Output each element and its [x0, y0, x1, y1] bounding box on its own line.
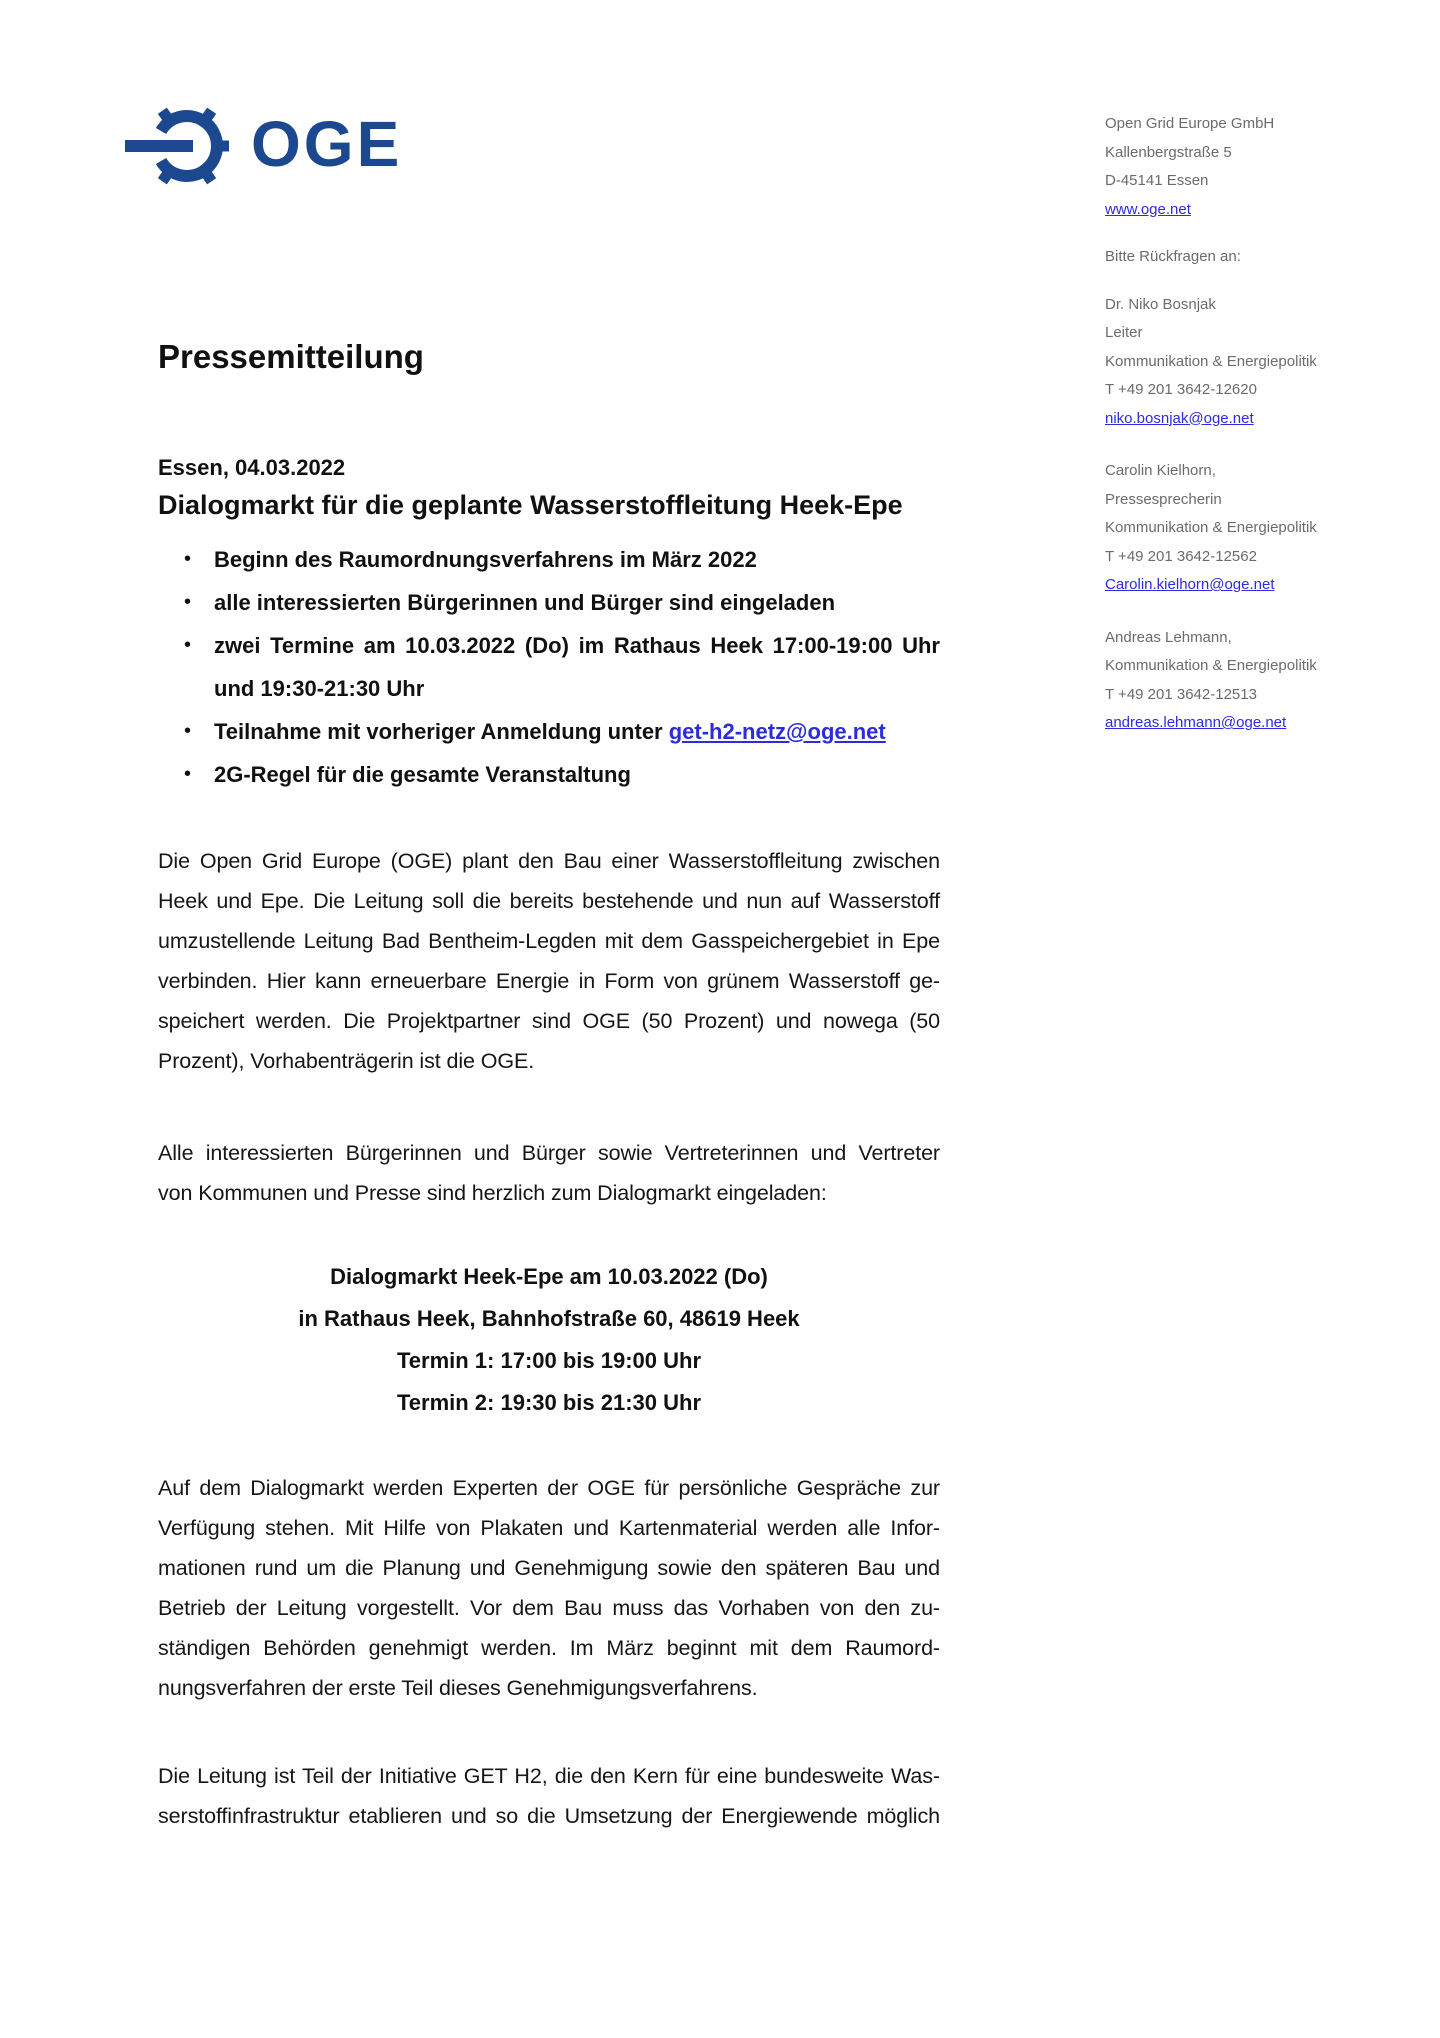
text-line: Alle interessierten Bürgerinnen und Bürger sowie Vertreterinnen und Vertreter	[158, 1141, 940, 1165]
text-line: Betrieb der Leitung vorgestellt. Vor dem Bau muss das Vorhaben von den zu-	[158, 1596, 940, 1620]
contact-detail-line: Kommunikation & Energiepolitik	[1105, 519, 1317, 536]
paragraph-project-intro	[158, 841, 940, 1081]
text-line: verbinden. Hier kann erneuerbare Energie in Form von grünem Wasserstoff ge-	[158, 969, 940, 993]
text-line: Prozent), Vorhabenträgerin ist die OGE.	[158, 1049, 535, 1073]
event-details-block	[158, 1256, 940, 1424]
contact-detail-line: T +49 201 3642-12562	[1105, 547, 1257, 565]
contact-details	[1105, 624, 1385, 710]
paragraph-invitation	[158, 1133, 940, 1213]
text-line: ständigen Behörden genehmigt werden. Im März beginnt mit dem Raumord-	[158, 1636, 940, 1660]
bullet-text: Beginn des Raumordnungsverfahrens im März 2022	[214, 547, 757, 572]
bullet-text: zwei Termine am 10.03.2022 (Do) im Rathaus Heek 17:00-19:00 Uhr	[214, 633, 940, 658]
company-city: D-45141 Essen	[1105, 172, 1209, 189]
contact-detail-line: Andreas Lehmann,	[1105, 628, 1232, 646]
company-website-link[interactable]: www.oge.net	[1105, 200, 1191, 218]
contact-block	[1105, 457, 1385, 600]
text-line: Die Open Grid Europe (OGE) plant den Bau einer Wasserstoffleitung zwischen	[158, 849, 940, 873]
dateline: Essen, 04.03.2022	[158, 455, 346, 480]
bullet-item	[158, 710, 940, 753]
contact-detail-line: Pressesprecherin	[1105, 490, 1222, 508]
inquiries-label: Bitte Rückfragen an:	[1105, 248, 1241, 265]
text-line: speichert werden. Die Projektpartner sind OGE (50 Prozent) und nowega (50	[158, 1009, 940, 1033]
contact-detail-line: Kommunikation & Energiepolitik	[1105, 352, 1317, 370]
bullet-marker-icon: •	[184, 763, 192, 785]
summary-bullet-list	[158, 538, 940, 796]
paragraph-dialog-market	[158, 1468, 940, 1708]
contact-sidebar	[1105, 110, 1385, 757]
contact-detail-line: T +49 201 3642-12513	[1105, 685, 1257, 703]
text-line: Die Leitung ist Teil der Initiative GET H2, die den Kern für eine bundesweite Was-	[158, 1764, 940, 1788]
event-detail-line: in Rathaus Heek, Bahnhofstraße 60, 48619 Heek	[298, 1306, 800, 1331]
bullet-text: und 19:30-21:30 Uhr	[214, 676, 425, 701]
bullet-marker-icon: •	[184, 548, 192, 570]
contact-detail-line: Kommunikation & Energiepolitik	[1105, 657, 1317, 674]
bullet-text: 2G-Regel für die gesamte Veranstaltung	[214, 762, 631, 787]
bullet-item	[158, 581, 940, 624]
event-detail-line: Termin 1: 17:00 bis 19:00 Uhr	[396, 1348, 702, 1373]
bullet-text: Teilnahme mit vorheriger Anmeldung unter	[214, 719, 669, 744]
contact-details	[1105, 457, 1385, 571]
oge-logo-wordmark: OGE	[251, 108, 403, 180]
bullet-item	[158, 538, 940, 581]
press-release-body	[158, 338, 940, 1836]
contact-email-link[interactable]: andreas.lehmann@oge.net	[1105, 714, 1287, 731]
text-line: von Kommunen und Presse sind herzlich zum Dialogmarkt eingeladen:	[158, 1181, 827, 1205]
contact-detail-line: Leiter	[1105, 324, 1143, 341]
event-detail-line: Dialogmarkt Heek-Epe am 10.03.2022 (Do)	[330, 1264, 768, 1289]
text-line: Verfügung stehen. Mit Hilfe von Plakaten und Kartenmaterial werden alle Infor-	[158, 1516, 940, 1540]
oge-logo-icon	[125, 100, 229, 192]
text-line: mationen rund um die Planung und Genehmigung sowie den späteren Bau und	[158, 1556, 940, 1580]
contact-detail-line: T +49 201 3642-12620	[1105, 381, 1257, 398]
contact-block	[1105, 291, 1385, 434]
company-address-block	[1105, 110, 1385, 224]
company-street: Kallenbergstraße 5	[1105, 143, 1232, 161]
inquiries-label-block	[1105, 243, 1385, 272]
text-line: nungsverfahren der erste Teil dieses Genehmigungsverfahrens.	[158, 1676, 758, 1700]
registration-email-link[interactable]: get-h2-netz@oge.net	[668, 719, 886, 744]
bullet-marker-icon: •	[184, 591, 192, 613]
bullet-item	[158, 624, 940, 710]
document-type-heading: Pressemitteilung	[158, 338, 424, 375]
event-detail-line: Termin 2: 19:30 bis 21:30 Uhr	[396, 1390, 702, 1415]
oge-logo	[125, 100, 402, 192]
bullet-text: alle interessierten Bürgerinnen und Bürger sind eingeladen	[214, 590, 836, 615]
contact-details	[1105, 291, 1385, 405]
bullet-marker-icon: •	[184, 634, 192, 656]
text-line: Auf dem Dialogmarkt werden Experten der OGE für persönliche Gespräche zur	[158, 1476, 940, 1500]
bullet-item	[158, 753, 940, 796]
text-line: serstoffinfrastruktur etablieren und so die Umsetzung der Energiewende möglich	[158, 1804, 940, 1828]
text-line: umzustellende Leitung Bad Bentheim-Legden mit dem Gasspeichergebiet in Epe	[158, 929, 940, 953]
bullet-marker-icon: •	[184, 720, 192, 742]
contact-detail-line: Dr. Niko Bosnjak	[1105, 295, 1216, 313]
company-name: Open Grid Europe GmbH	[1105, 115, 1275, 132]
paragraph-get-h2	[158, 1756, 940, 1836]
text-line: Heek und Epe. Die Leitung soll die bereits bestehende und nun auf Wasserstoff	[158, 889, 940, 913]
press-release-title: Dialogmarkt für die geplante Wasserstoffleitung Heek-Epe	[158, 490, 903, 520]
contact-block	[1105, 624, 1385, 738]
contact-email-link[interactable]: Carolin.kielhorn@oge.net	[1105, 576, 1275, 593]
contact-email-link[interactable]: niko.bosnjak@oge.net	[1105, 409, 1254, 427]
contact-detail-line: Carolin Kielhorn,	[1105, 462, 1216, 479]
